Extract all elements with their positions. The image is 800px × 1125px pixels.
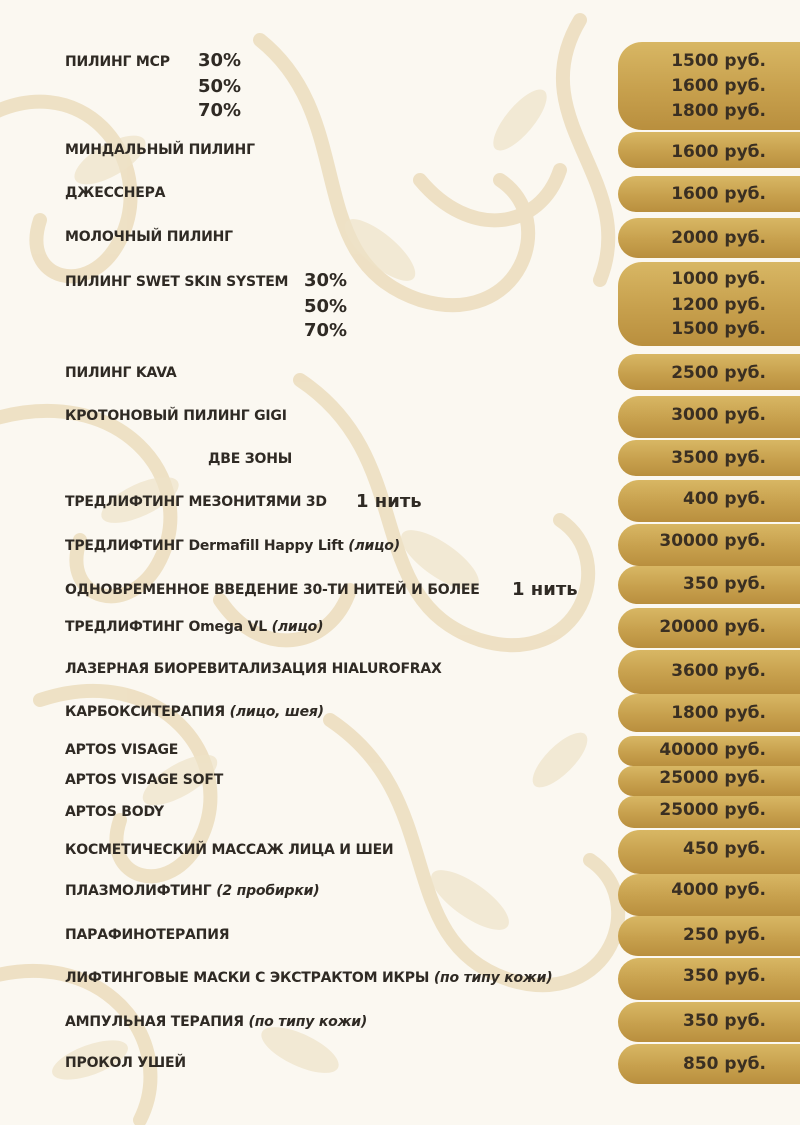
price-value: 1500 руб.	[671, 319, 766, 339]
price-value: 1600 руб.	[671, 76, 766, 96]
concentration-option: 50%	[304, 296, 348, 317]
price-value: 1800 руб.	[671, 101, 766, 121]
service-title: ПЛАЗМОЛИФТИНГ	[65, 883, 212, 899]
service-title: КРОТОНОВЫЙ ПИЛИНГ GIGI	[65, 408, 287, 424]
service-name	[65, 925, 229, 945]
price-value: 1500 руб.	[671, 51, 766, 71]
service-title: ЛИФТИНГОВЫЕ МАСКИ С ЭКСТРАКТОМ ИКРЫ	[65, 970, 430, 986]
price-value: 3600 руб.	[671, 661, 766, 681]
service-name	[65, 52, 170, 72]
service-name	[65, 580, 480, 600]
service-title: ДЖЕССНЕРА	[65, 185, 166, 201]
service-note: (по типу кожи)	[248, 1014, 368, 1030]
service-name	[65, 1053, 186, 1073]
price-value: 400 руб.	[683, 489, 766, 509]
service-title: ЛАЗЕРНАЯ БИОРЕВИТАЛИЗАЦИЯ HIALUROFRAX	[65, 661, 442, 677]
service-note: (лицо)	[348, 538, 400, 554]
service-title: APTOS VISAGE SOFT	[65, 772, 224, 788]
service-name	[65, 740, 178, 760]
price-value: 350 руб.	[683, 1011, 766, 1031]
price-value: 2000 руб.	[671, 228, 766, 248]
price-value: 1000 руб.	[671, 269, 766, 289]
service-name	[65, 702, 324, 722]
service-name	[65, 183, 165, 203]
service-title: APTOS VISAGE	[65, 742, 179, 758]
service-title: ПИЛИНГ MCP	[65, 54, 170, 70]
price-value: 3000 руб.	[671, 405, 766, 425]
service-unit: 1 нить	[512, 579, 578, 600]
service-note: (лицо, шея)	[229, 704, 324, 720]
service-note: (2 пробирки)	[216, 883, 320, 899]
service-title: ТРЕДЛИФТИНГ Omega VL	[65, 619, 267, 635]
service-name	[65, 140, 255, 160]
price-value: 1200 руб.	[671, 295, 766, 315]
service-title: МОЛОЧНЫЙ ПИЛИНГ	[65, 229, 233, 245]
service-title: ПИЛИНГ KAVA	[65, 365, 177, 381]
concentration-option: 70%	[304, 320, 348, 341]
service-name	[65, 536, 400, 556]
service-note: (по типу кожи)	[433, 970, 553, 986]
price-value: 40000 руб.	[659, 740, 766, 760]
service-title: ТРЕДЛИФТИНГ Dermafill Happy Lift	[65, 538, 344, 554]
price-value: 350 руб.	[683, 966, 766, 986]
price-value: 1600 руб.	[671, 184, 766, 204]
service-title: ПРОКОЛ УШЕЙ	[65, 1055, 186, 1071]
price-value: 350 руб.	[683, 574, 766, 594]
service-title: ТРЕДЛИФТИНГ МЕЗОНИТЯМИ 3D	[65, 494, 327, 510]
service-title: ДВЕ ЗОНЫ	[208, 451, 293, 467]
price-value: 1600 руб.	[671, 142, 766, 162]
service-title: ПИЛИНГ SWET SKIN SYSTEM	[65, 274, 289, 290]
service-title: APTOS BODY	[65, 804, 164, 820]
price-value: 450 руб.	[683, 839, 766, 859]
service-name	[65, 881, 319, 901]
service-unit: 1 нить	[356, 491, 422, 512]
price-value: 25000 руб.	[659, 768, 766, 788]
service-name	[208, 449, 292, 469]
service-title: АМПУЛЬНАЯ ТЕРАПИЯ	[65, 1014, 244, 1030]
service-title: ОДНОВРЕМЕННОЕ ВВЕДЕНИЕ 30-ТИ НИТЕЙ И БОЛЕЕ	[65, 582, 480, 598]
price-value: 250 руб.	[683, 925, 766, 945]
concentration-option: 30%	[198, 50, 242, 71]
price-value: 1800 руб.	[671, 703, 766, 723]
service-title: ПАРАФИНОТЕРАПИЯ	[65, 927, 230, 943]
price-value: 20000 руб.	[659, 617, 766, 637]
service-name	[65, 659, 442, 679]
concentration-option: 50%	[198, 76, 242, 97]
price-value: 850 руб.	[683, 1054, 766, 1074]
service-name	[65, 840, 393, 860]
service-name	[65, 1012, 367, 1032]
service-name	[65, 227, 233, 247]
service-note: (лицо)	[271, 619, 324, 635]
service-name	[65, 406, 287, 426]
service-name	[65, 272, 288, 292]
concentration-option: 70%	[198, 100, 242, 121]
price-value: 25000 руб.	[659, 800, 766, 820]
service-name	[65, 492, 327, 512]
service-name	[65, 363, 177, 383]
price-value: 30000 руб.	[659, 531, 766, 551]
concentration-option: 30%	[304, 270, 348, 291]
price-value: 3500 руб.	[671, 448, 766, 468]
service-name	[65, 968, 552, 988]
service-title: МИНДАЛЬНЫЙ ПИЛИНГ	[65, 142, 255, 158]
price-value: 4000 руб.	[671, 880, 766, 900]
service-title: КАРБОКСИТЕРАПИЯ	[65, 704, 225, 720]
price-value: 2500 руб.	[671, 363, 766, 383]
service-name	[65, 802, 164, 822]
service-name	[65, 770, 223, 790]
service-title: КОСМЕТИЧЕСКИЙ МАССАЖ ЛИЦА И ШЕИ	[65, 842, 394, 858]
service-name	[65, 617, 323, 637]
